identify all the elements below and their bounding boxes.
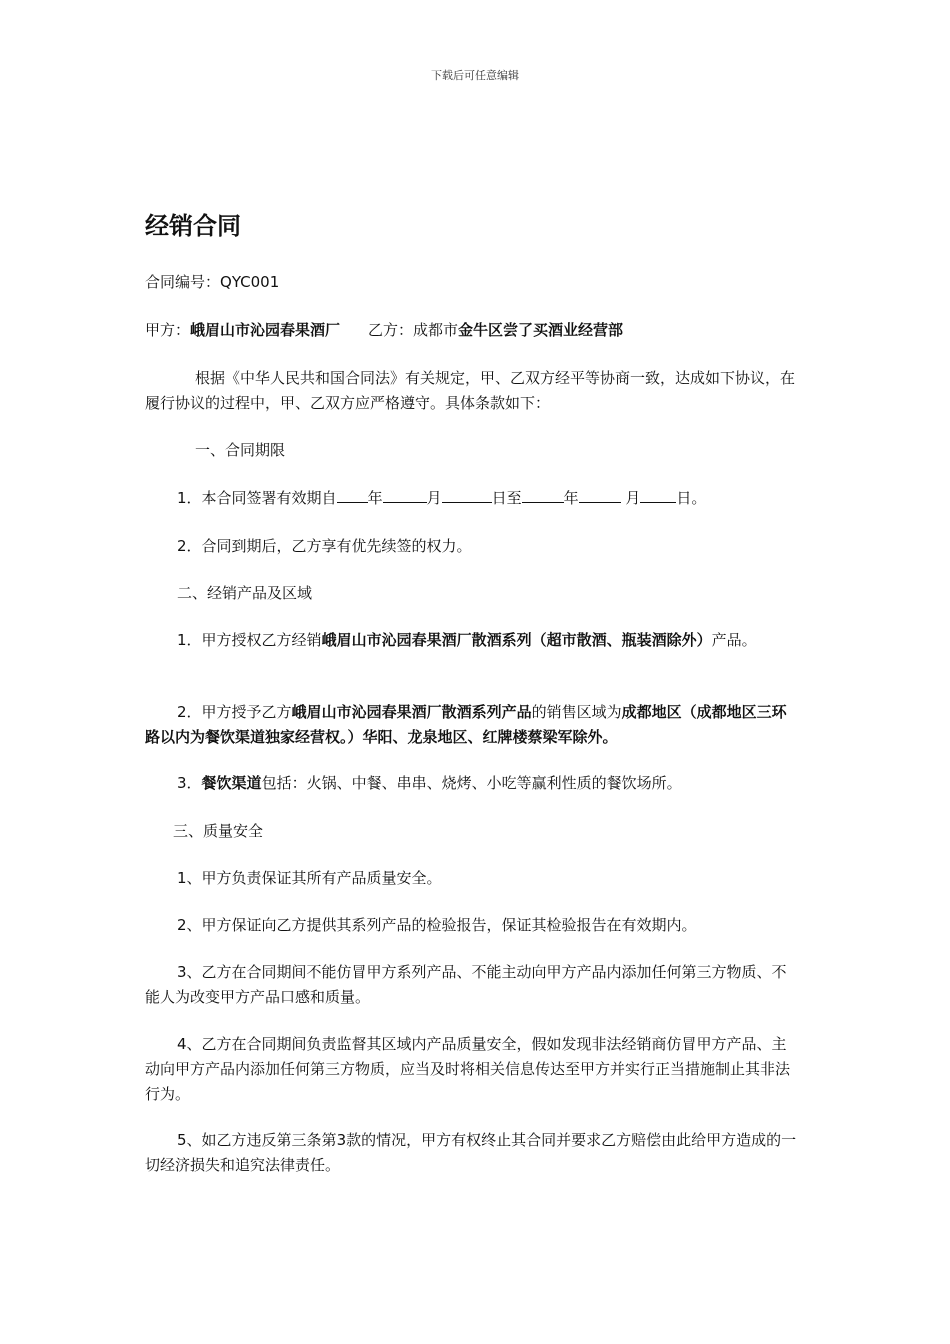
s3-item-3: 3、乙方在合同期间不能仿冒甲方系列产品、不能主动向甲方产品内添加任何第三方物质、不能人为改变甲方产品口感和质量。 (145, 963, 787, 1006)
header-note: 下载后可任意编辑 (431, 69, 519, 82)
party-b-name: 金牛区尝了买酒业经营部 (458, 321, 624, 339)
s1-item-1: 1．本合同签署有效期自 年 月 日至 年 月 日。 (177, 489, 707, 507)
s2-item-3: 3．餐饮渠道包括：火锅、中餐、串串、烧烤、小吃等赢利性质的餐饮场所。 (177, 774, 682, 792)
party-a-label: 甲方： (145, 321, 191, 339)
contract-number-label: 合同编号： (145, 273, 221, 291)
s3-item-1: 1、甲方负责保证其所有产品质量安全。 (177, 869, 442, 887)
blank-year-start (337, 488, 368, 503)
party-a-name: 峨眉山市沁园春果酒厂 (190, 321, 341, 339)
section-3-heading: 三、质量安全 (173, 822, 264, 840)
s3-item-2: 2、甲方保证向乙方提供其系列产品的检验报告，保证其检验报告在有效期内。 (177, 916, 697, 934)
intro-paragraph: 根据《中华人民共和国合同法》有关规定，甲、乙双方经平等协商一致，达成如下协议，在履行协议的过程中，甲、乙双方应严格遵守。具体条款如下： (145, 369, 796, 412)
s3-item-5: 5、如乙方违反第三条第3款的情况，甲方有权终止其合同并要求乙方赔偿由此给甲方造成的一切经济损失和追究法律责任。 (145, 1131, 797, 1174)
page-title: 经销合同 (145, 212, 241, 240)
blank-month-end (579, 488, 621, 503)
s2-item-2: 2．甲方授予乙方峨眉山市沁园春果酒厂散酒系列产品的销售区域为成都地区（成都地区三环路以内为餐饮渠道独家经营权。）华阳、龙泉地区、红牌楼蔡梁军除外。 (145, 703, 787, 746)
contract-number (145, 270, 279, 295)
s1-item-2: 2．合同到期后，乙方享有优先续签的权力。 (177, 537, 472, 555)
contract-number-value: QYC001 (220, 273, 280, 291)
party-b-label: 乙方：成都市 (368, 321, 459, 339)
section-1-heading: 一、合同期限 (195, 441, 286, 459)
blank-day-start (442, 488, 492, 503)
s3-item-4: 4、乙方在合同期间负责监督其区域内产品质量安全，假如发现非法经销商仿冒甲方产品、主动向甲方产品内添加任何第三方物质，应当及时将相关信息传达至甲方并实行正当措施制止其非法行为。 (145, 1035, 791, 1103)
s2-item-1: 1．甲方授权乙方经销峨眉山市沁园春果酒厂散酒系列（超市散酒、瓶装酒除外）产品。 (177, 631, 757, 649)
section-2-heading: 二、经销产品及区域 (177, 584, 313, 602)
blank-month-start (383, 488, 427, 503)
blank-day-end (640, 488, 676, 503)
blank-year-end (522, 488, 564, 503)
parties-line (145, 318, 623, 343)
